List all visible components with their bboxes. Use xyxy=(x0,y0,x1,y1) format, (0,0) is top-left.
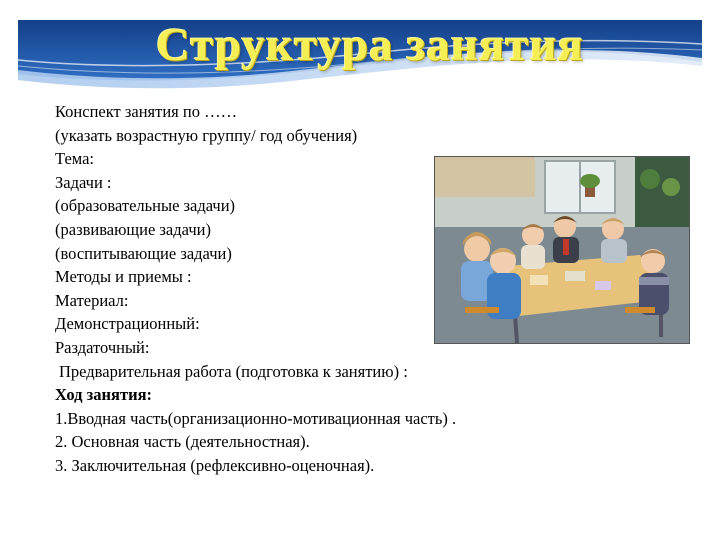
text-line: Задачи : xyxy=(55,172,112,192)
text-line: (развивающие задачи) xyxy=(55,219,211,239)
text-line: 3. Заключительная (рефлексивно-оценочная). xyxy=(55,455,375,475)
text-line: (воспитывающие задачи) xyxy=(55,243,232,263)
text-line: Материал: xyxy=(55,290,129,310)
text-line: 2. Основная часть (деятельностная). xyxy=(55,432,310,452)
text-line: Конспект занятия по …… xyxy=(55,102,238,121)
text-line: Методы и приемы : xyxy=(55,267,192,287)
text-line: 1.Вводная часть(организационно-мотивационная часть) . xyxy=(55,408,457,428)
text-line: Тема: xyxy=(55,149,95,169)
text-line: Предварительная работа (подготовка к занятию) : xyxy=(59,361,408,381)
text-line: Демонстрационный: xyxy=(55,314,200,334)
text-line: (образовательные задачи) xyxy=(55,196,236,216)
text-line: (указать возрастную группу/ год обучения) xyxy=(55,125,358,145)
text-line: Раздаточный: xyxy=(55,337,150,357)
text-line: Ход занятия: xyxy=(55,385,153,405)
slide-title: Структура занятия xyxy=(156,19,584,71)
classroom-photo xyxy=(434,156,690,344)
